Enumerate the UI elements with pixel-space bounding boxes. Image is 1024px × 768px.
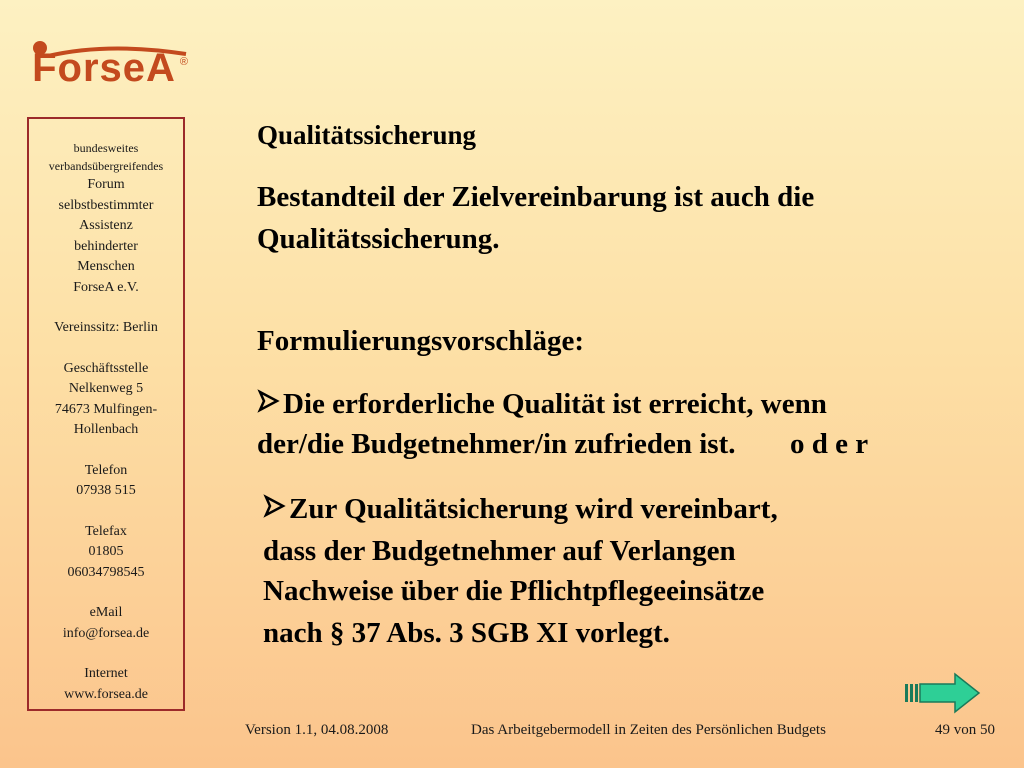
fax-label: Telefax <box>85 523 127 539</box>
bullet-text-line: Nachweise über die Pflichtpflegeeinsätze <box>263 575 765 607</box>
phone-label: Telefon <box>84 462 128 478</box>
footer-title: Das Arbeitgebermodell in Zeiten des Persönlichen Budgets <box>471 722 826 738</box>
bullet-text: Die erforderliche Qualität ist erreicht, wenn <box>283 388 827 420</box>
email-label: eMail <box>89 605 123 620</box>
bullet-item <box>257 388 827 421</box>
forsea-logo <box>18 38 190 94</box>
org-line: Menschen <box>77 259 135 274</box>
office-line: 74673 Mulfingen- <box>54 401 158 417</box>
paragraph-line: Bestandteil der Zielvereinbarung ist auch die <box>257 181 815 213</box>
bullet-item <box>263 493 778 526</box>
fax-number: 06034798545 <box>67 564 145 580</box>
logo-registered-mark: ® <box>179 56 188 68</box>
office-line: Nelkenweg 5 <box>68 381 144 396</box>
org-line: behinderter <box>74 238 138 254</box>
phone-number: 07938 515 <box>76 483 136 498</box>
org-line: Forum <box>87 177 125 192</box>
org-line: ForseA e.V. <box>73 279 139 295</box>
seat-line: Vereinssitz: Berlin <box>54 320 158 335</box>
bullet-text: Zur Qualitätsicherung wird vereinbart, <box>289 493 778 525</box>
org-line: bundesweites <box>73 141 139 155</box>
next-slide-button[interactable] <box>903 672 981 714</box>
section-heading: Qualitätssicherung <box>257 120 477 150</box>
office-line: Hollenbach <box>73 422 139 437</box>
bullet-text-line: dass der Budgetnehmer auf Verlangen <box>263 535 736 567</box>
org-line: verbandsübergreifendes <box>48 159 164 173</box>
section-heading: Formulierungsvorschläge: <box>257 325 585 357</box>
arrow-bullet-icon <box>257 388 283 421</box>
arrow-bullet-icon <box>263 493 289 526</box>
oder-text: o d e r <box>789 428 869 460</box>
office-line: Geschäftsstelle <box>63 360 149 376</box>
web-address: www.forsea.de <box>64 686 148 702</box>
bullet-item-continuation <box>257 428 868 461</box>
web-label: Internet <box>84 666 128 681</box>
next-arrow-icon <box>903 672 981 714</box>
paragraph-line: Qualitätssicherung. <box>257 223 500 255</box>
organization-info-box <box>27 117 185 711</box>
footer-page-number: 49 von 50 <box>935 722 995 738</box>
logo-text: ForseA <box>32 46 176 90</box>
bullet-text: der/die Budgetnehmer/in zufrieden ist. <box>257 428 736 460</box>
org-line: Assistenz <box>79 218 133 233</box>
fax-number: 01805 <box>88 544 124 559</box>
footer-version: Version 1.1, 04.08.2008 <box>245 722 389 738</box>
org-line: selbstbestimmter <box>58 197 154 213</box>
bullet-text-line: nach § 37 Abs. 3 SGB XI vorlegt. <box>263 617 670 649</box>
email-address: info@forsea.de <box>62 625 150 641</box>
